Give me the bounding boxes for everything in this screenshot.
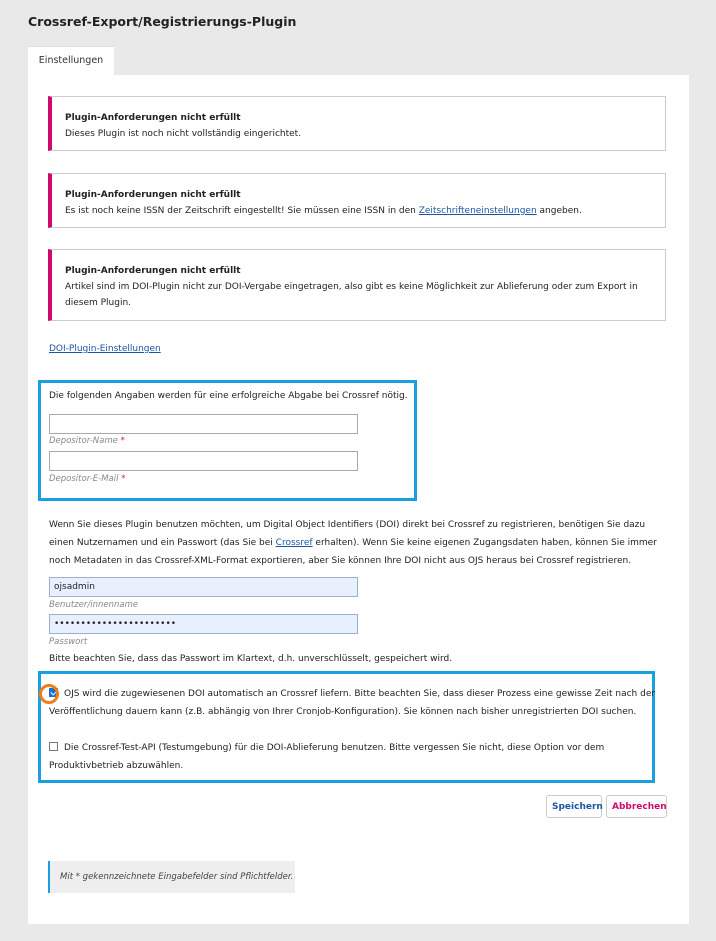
test-api-label: Die Crossref-Test-API (Testumgebung) für die DOI-Ablieferung benutzen. Bitte vergessen Sie nicht, diese Option vor dem Produktivbetrieb abzuwählen.	[49, 743, 605, 771]
depositor-email-label: Depositor-E-Mail *	[49, 474, 126, 484]
credentials-intro: Wenn Sie dieses Plugin benutzen möchten, um Digital Object Identifiers (DOI) direkt bei Crossref zu registrieren, benötigen Sie dazu einen Nutzernamen und ein Passwort (das Sie bei Crossref erhalten). Wenn Sie keine eigenen Zugangsdaten haben, können Sie immer noch Metadaten in das Crossref-XML-Format exportieren, aber Sie können Ihre DOI nicht aus OJS heraus bei Crossref registrieren.	[49, 520, 657, 566]
notice-text-after: angeben.	[536, 206, 582, 216]
notice-text: Dieses Plugin ist noch nicht vollständig eingerichtet.	[65, 129, 302, 139]
doi-plugin-settings-link[interactable]: DOI-Plugin-Einstellungen	[49, 344, 161, 354]
requirement-notice-2	[48, 173, 666, 228]
highlight-ring	[39, 684, 59, 704]
password-label: Passwort	[49, 637, 88, 647]
crossref-link[interactable]: Crossref	[275, 538, 313, 548]
save-button[interactable]: Speichern	[546, 795, 602, 818]
test-api-option	[49, 739, 663, 775]
password-input[interactable]	[49, 614, 358, 634]
username-input[interactable]	[49, 577, 358, 597]
required-mark: *	[121, 474, 126, 484]
required-mark: *	[120, 436, 125, 446]
notice-title: Plugin-Anforderungen nicht erfüllt	[65, 113, 241, 123]
journal-settings-link[interactable]: Zeitschrifteneinstellungen	[418, 206, 537, 216]
notice-title: Plugin-Anforderungen nicht erfüllt	[65, 266, 241, 276]
page-title: Crossref-Export/Registrierungs-Plugin	[28, 14, 297, 29]
requirement-notice-3	[48, 249, 666, 321]
username-label: Benutzer/innenname	[49, 600, 139, 610]
notice-title: Plugin-Anforderungen nicht erfüllt	[65, 190, 241, 200]
required-fields-note: Mit * gekennzeichnete Eingabefelder sind Pflichtfelder.	[48, 861, 295, 893]
test-api-checkbox[interactable]	[49, 742, 58, 751]
notice-text: Artikel sind im DOI-Plugin nicht zur DOI-Vergabe eingetragen, also gibt es keine Möglichkeit zur Ablieferung oder zum Export in diesem Plugin.	[65, 282, 638, 308]
password-note: Bitte beachten Sie, dass das Passwort im Klartext, d.h. unverschlüsselt, gespeichert wird.	[49, 654, 453, 664]
requirement-notice-1	[48, 96, 666, 151]
auto-deposit-label: OJS wird die zugewiesenen DOI automatisch an Crossref liefern. Bitte beachten Sie, dass dieser Prozess eine gewisse Zeit nach der Veröffentlichung dauern kann (z.B. abhängig von Ihrer Cronjob-Konfiguration). Sie können nach bisher unregistrierten DOI suchen.	[49, 689, 656, 717]
settings-panel	[28, 75, 689, 924]
notice-text-before: Es ist noch keine ISSN der Zeitschrift eingestellt! Sie müssen eine ISSN in den	[65, 206, 419, 216]
depositor-name-input[interactable]	[49, 414, 358, 434]
cancel-button[interactable]: Abbrechen	[606, 795, 667, 818]
depositor-email-input[interactable]	[49, 451, 358, 471]
tab-settings[interactable]: Einstellungen	[28, 46, 114, 75]
auto-deposit-option	[49, 685, 663, 721]
depositor-intro: Die folgenden Angaben werden für eine erfolgreiche Abgabe bei Crossref nötig.	[49, 391, 408, 401]
depositor-name-label: Depositor-Name *	[49, 436, 125, 446]
